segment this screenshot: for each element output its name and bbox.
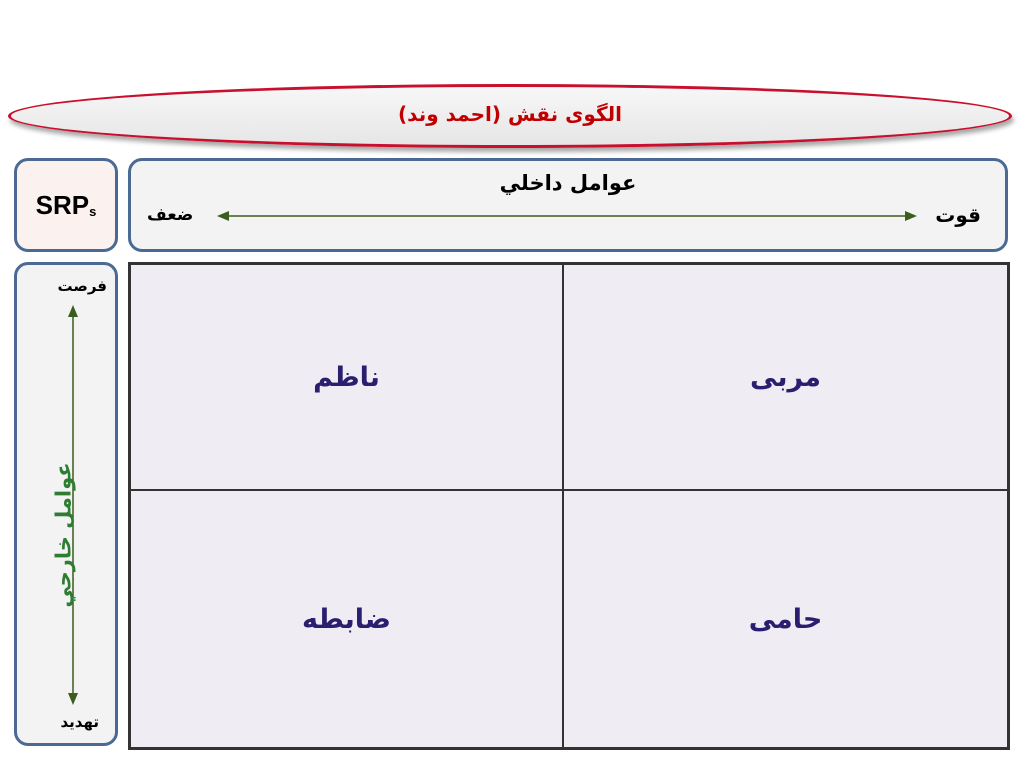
weakness-label: ضعف [147,205,194,225]
internal-factors-title: عوامل داخلي [499,171,637,195]
matrix-cell-top-right: مربی [563,264,1008,490]
slide-title: الگوی نقش (احمد وند) [398,102,622,126]
title-banner [8,84,1012,148]
matrix-cell-bottom-left: ضابطه [130,490,563,748]
threat-label: تهديد [60,713,99,731]
external-factors-title: عوامل خارجي [52,462,77,608]
srp-label [36,190,97,221]
srp-subscript: s [89,203,97,219]
matrix-cell-bottom-right: حامی [563,490,1008,748]
strength-label: قوت [935,203,981,227]
role-matrix [128,262,1010,750]
opportunity-label: فرصت [57,277,107,295]
external-factors-box [14,262,118,746]
matrix-cell-top-left: ناظم [130,264,563,490]
srp-box [14,158,118,252]
horizontal-double-arrow [217,209,917,223]
srp-main-text: SRP [35,189,90,220]
internal-factors-box [128,158,1008,252]
external-factors-title-wrap [49,462,79,608]
